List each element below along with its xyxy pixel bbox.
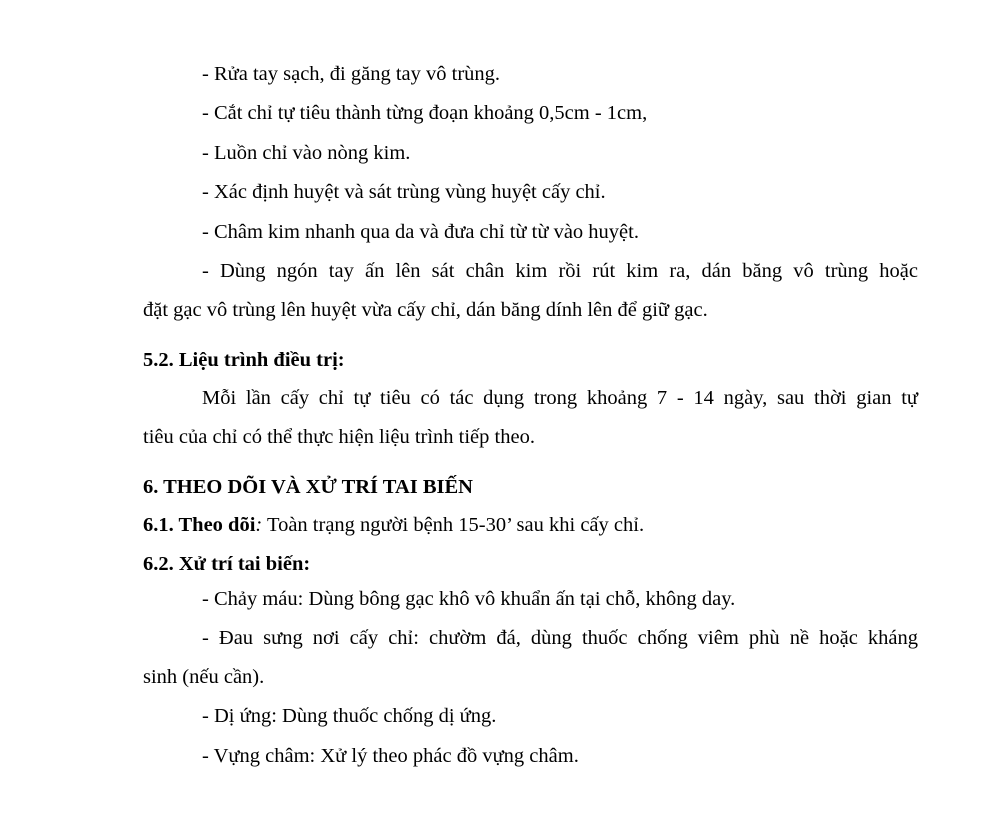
step-withdraw-needle-line1: - Dùng ngón tay ấn lên sát chân kim rồi rút kim ra, dán băng vô trùng hoặc — [202, 260, 918, 282]
treatment-course-para-line1: Mỗi lần cấy chỉ tự tiêu có tác dụng trong khoảng 7 - 14 ngày, sau thời gian tự — [202, 387, 918, 409]
treatment-course-para-line2: tiêu của chỉ có thể thực hiện liệu trình tiếp theo. — [143, 426, 535, 448]
step-wash-hands: - Rửa tay sạch, đi găng tay vô trùng. — [202, 63, 501, 85]
monitoring-colon: : — [255, 514, 263, 536]
step-locate-point: - Xác định huyệt và sát trùng vùng huyệt cấy chỉ. — [202, 181, 606, 203]
step-insert-needle: - Châm kim nhanh qua da và đưa chỉ từ từ vào huyệt. — [202, 221, 639, 243]
item-allergy: - Dị ứng: Dùng thuốc chống dị ứng. — [202, 705, 497, 727]
item-vasovagal: - Vựng châm: Xử lý theo phác đồ vựng châm. — [202, 745, 579, 767]
step-withdraw-needle-line2: đặt gạc vô trùng lên huyệt vừa cấy chỉ, dán băng dính lên để giữ gạc. — [143, 299, 708, 321]
monitoring-label: 6.1. Theo dõi — [143, 514, 256, 536]
item-pain-swelling-line2: sinh (nếu cần). — [143, 666, 265, 688]
heading-treatment-course: 5.2. Liệu trình điều trị: — [143, 349, 345, 371]
monitoring-line — [143, 511, 644, 539]
step-cut-thread: - Cắt chỉ tự tiêu thành từng đoạn khoảng 0,5cm - 1cm, — [202, 102, 648, 124]
monitoring-text: Toàn trạng người bệnh 15-30’ sau khi cấy chỉ. — [262, 514, 645, 536]
heading-complication-handling: 6.2. Xử trí tai biến: — [143, 553, 311, 575]
item-pain-swelling-line1: - Đau sưng nơi cấy chỉ: chườm đá, dùng thuốc chống viêm phù nề hoặc kháng — [202, 627, 918, 649]
heading-monitoring-complications: 6. THEO DÕI VÀ XỬ TRÍ TAI BIẾN — [143, 476, 473, 498]
item-bleeding: - Chảy máu: Dùng bông gạc khô vô khuẩn ấn tại chỗ, không day. — [202, 588, 736, 610]
step-thread-needle: - Luồn chỉ vào nòng kim. — [202, 142, 411, 164]
